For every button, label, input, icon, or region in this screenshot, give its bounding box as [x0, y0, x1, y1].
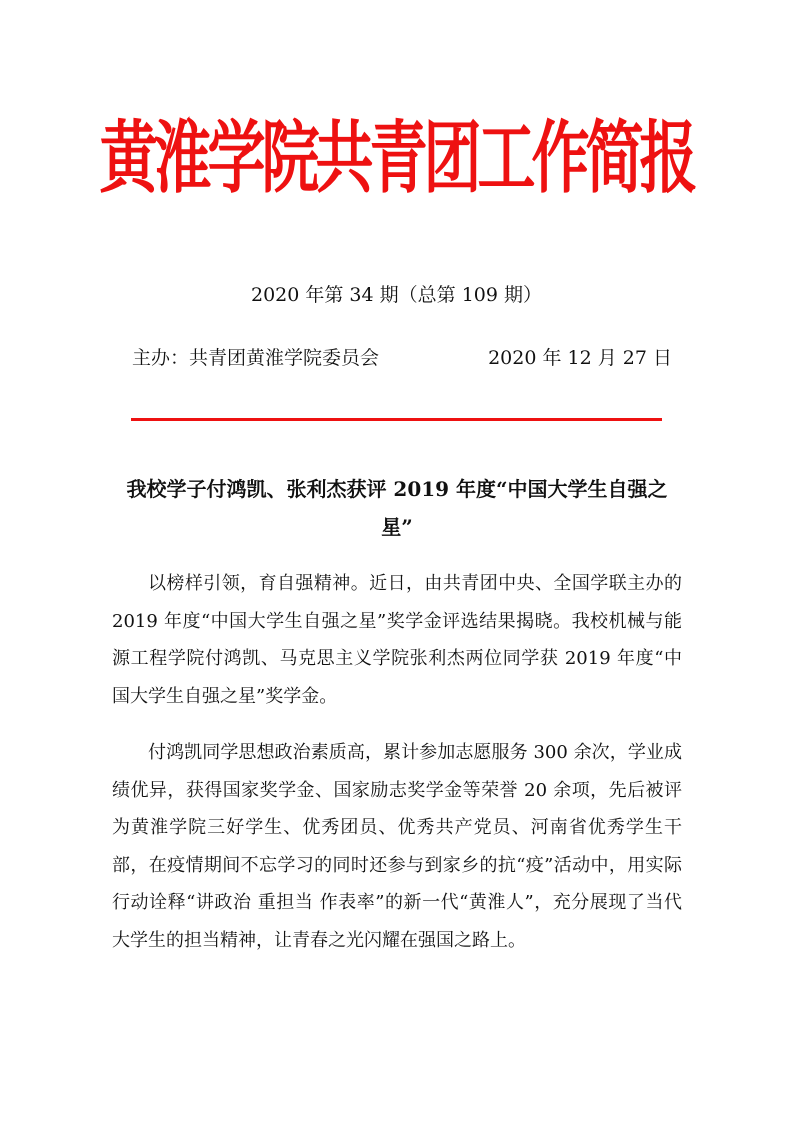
article-paragraph-1: 以榜样引领，育自强精神。近日，由共青团中央、全国学联主办的 2019 年度“中国大学生自强之星”奖学金评选结果揭晓。我校机械与能源工程学院付鸿凯、马克思主义学院张利杰两位同学获 2019 年度“中国大学生自强之星”奖学金。 — [112, 573, 682, 707]
article-paragraph-2: 付鸿凯同学思想政治素质高，累计参加志愿服务 300 余次，学业成绩优异，获得国家奖学金、国家励志奖学金等荣誉 20 余项，先后被评为黄淮学院三好学生、优秀团员、优秀共产党员、河南省优秀学生干部，在疫情期间不忘学习的同时还参与到家乡的抗“疫”活动中，用实际行动诠释“讲政治 重担当 作表率”的新一代“黄淮人”，充分展现了当代大学生的担当精神，让青春之光闪耀在强国之路上。 — [112, 742, 682, 951]
organizer: 主办：共青团黄淮学院委员会 — [132, 347, 380, 369]
meta-row — [132, 343, 672, 373]
article-title: 我校学子付鸿凯、张利杰获评 2019 年度“中国大学生自强之星” — [126, 477, 668, 539]
publish-date: 2020 年 12 月 27 日 — [488, 347, 672, 369]
issue-number: 2020 年第 34 期（总第 109 期） — [251, 284, 542, 306]
masthead-title — [0, 108, 793, 208]
red-divider — [131, 418, 662, 421]
article-body — [112, 565, 682, 978]
masthead-title-text: 黄淮学院共青团工作简报 — [99, 112, 694, 204]
